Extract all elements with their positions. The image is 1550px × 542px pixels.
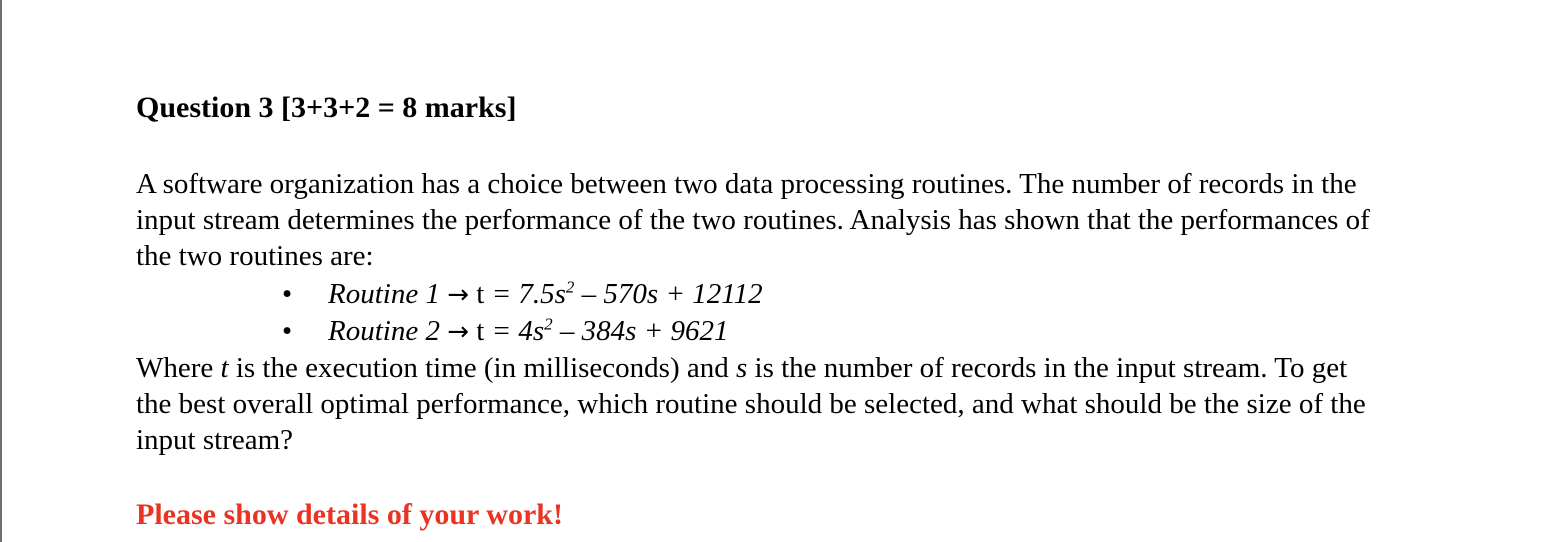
intro-line-2: input stream determines the performance of the two routines. Analysis has shown that the performances of [136, 204, 1370, 236]
routine-list [136, 276, 1136, 350]
question-title: Question 3 [3+3+2 = 8 marks] [136, 91, 517, 124]
intro-line-3: the two routines are: [136, 240, 374, 272]
intro-line-1: A software organization has a choice between two data processing routines. The number of records in the [136, 168, 1357, 200]
routine-equation-prefix: = 7.5s [484, 278, 566, 310]
bullet-icon: • [282, 278, 293, 310]
where-variable-t: t [220, 352, 229, 384]
routine-formula-2 [328, 313, 729, 350]
where-text-2: is the execution time (in milliseconds) and [228, 352, 736, 384]
right-arrow-icon: → [447, 280, 469, 310]
routine-equation-prefix: = 4s [484, 315, 545, 347]
where-line-2: the best overall optimal performance, which routine should be selected, and what should be the size of the [136, 388, 1366, 420]
routine-variable-t: t [476, 278, 485, 310]
where-paragraph [136, 350, 1506, 458]
routine-exponent: 2 [544, 314, 553, 334]
work-instruction-note: Please show details of your work! [136, 498, 563, 531]
right-arrow-icon: → [447, 317, 469, 347]
routine-exponent: 2 [565, 277, 575, 297]
where-text-3: is the number of records in the input stream. To get [747, 352, 1348, 384]
routine-name: Routine 1 [328, 278, 440, 310]
routine-name: Routine 2 [328, 315, 440, 347]
routine-formula-1 [328, 276, 763, 313]
page-left-border [0, 0, 2, 542]
where-line-1 [136, 350, 1506, 386]
where-variable-s: s [735, 352, 748, 384]
routine-item-2 [136, 313, 1136, 350]
routine-equation-suffix: – 384s + 9621 [552, 315, 729, 347]
bullet-icon: • [282, 315, 293, 347]
intro-paragraph [136, 166, 1506, 274]
where-text-1: Where [136, 352, 221, 384]
routine-equation-suffix: – 570s + 12112 [574, 278, 763, 310]
routine-variable-t: t [476, 315, 485, 347]
routine-item-1 [136, 276, 1136, 313]
where-line-3: input stream? [136, 424, 294, 456]
